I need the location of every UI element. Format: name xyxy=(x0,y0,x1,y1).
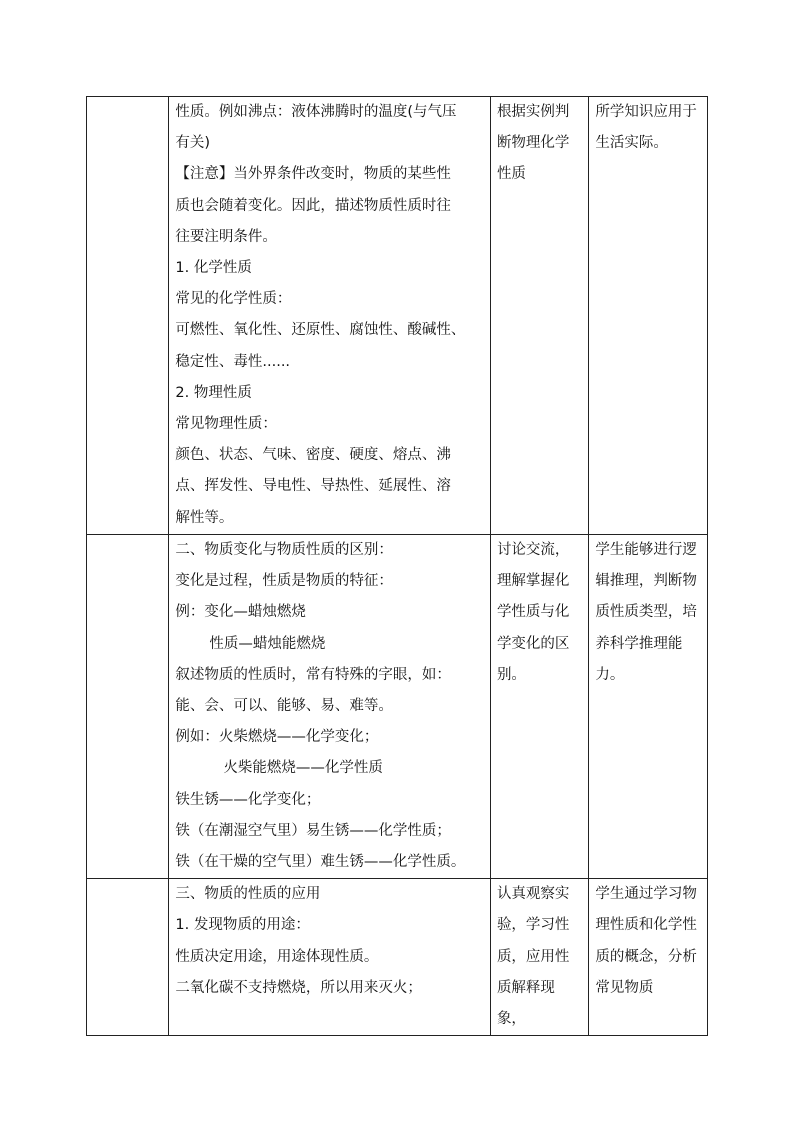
table-row xyxy=(87,97,708,535)
content-line: 能、会、可以、能够、易、难等。 xyxy=(175,698,393,715)
content-line: 性质—蜡烛能燃烧 xyxy=(209,635,326,652)
design-intent-text: 所学知识应用于生活实际。 xyxy=(595,104,697,152)
content-line: 叙述物质的性质时，常有特殊的字眼，如： xyxy=(175,666,451,683)
design-intent-cell xyxy=(589,535,708,879)
content-line: 解性等。 xyxy=(175,509,234,526)
content-line: 常见的化学性质： xyxy=(175,291,292,308)
content-line: 铁（在潮湿空气里）易生锈——化学性质； xyxy=(175,822,451,839)
content-line: 往要注明条件。 xyxy=(175,228,277,245)
section-cell xyxy=(87,535,169,879)
subheading-physical-property: 2. 物理性质 xyxy=(175,384,252,401)
content-line: 颜色、状态、气味、密度、硬度、熔点、沸 xyxy=(175,447,451,464)
table-row xyxy=(87,879,708,1036)
content-line: 1. 发现物质的用途： xyxy=(175,917,310,934)
content-line: 性质。例如沸点：液体沸腾时的温度(与气压 xyxy=(175,104,457,120)
design-intent-text: 学生通过学习物理性质和化学性质的概念，分析常见物质 xyxy=(595,886,697,996)
content-line: 火柴能燃烧——化学性质 xyxy=(223,760,383,777)
section-cell xyxy=(87,97,169,535)
content-line: 变化是过程，性质是物质的特征： xyxy=(175,573,393,590)
content-cell xyxy=(169,535,491,879)
student-activity-cell xyxy=(490,535,588,879)
student-activity-cell xyxy=(490,879,588,1036)
design-intent-text: 学生能够进行逻辑推理，判断物质性质类型，培养科学推理能力。 xyxy=(595,542,697,683)
content-line: 二氧化碳不支持燃烧，所以用来灭火； xyxy=(175,979,422,996)
note-line: 【注意】当外界条件改变时，物质的某些性 xyxy=(175,166,451,183)
student-activity-text: 根据实例判断物理化学性质 xyxy=(496,104,570,183)
subheading-chemical-property: 1. 化学性质 xyxy=(175,260,252,277)
content-line: 铁生锈——化学变化； xyxy=(175,791,321,808)
content-line: 例：变化—蜡烛燃烧 xyxy=(175,604,306,621)
content-line: 质也会随着变化。因此，描述物质性质时往 xyxy=(175,197,451,214)
design-intent-cell xyxy=(589,879,708,1036)
content-line: 点、挥发性、导电性、导热性、延展性、溶 xyxy=(175,478,451,495)
student-activity-text: 认真观察实验，学习性质，应用性质解释现象， xyxy=(496,886,570,1028)
lesson-plan-table xyxy=(86,96,708,1036)
content-line: 铁（在干燥的空气里）难生锈——化学性质。 xyxy=(175,854,466,871)
section-heading: 二、物质变化与物质性质的区别： xyxy=(175,542,393,558)
section-heading: 三、物质的性质的应用 xyxy=(175,886,321,903)
section-cell xyxy=(87,879,169,1036)
content-line: 有关) xyxy=(175,135,211,152)
content-line: 常见物理性质： xyxy=(175,416,277,433)
student-activity-cell xyxy=(490,97,588,535)
table-row xyxy=(87,535,708,879)
design-intent-cell xyxy=(589,97,708,535)
content-line: 例如：火柴燃烧——化学变化； xyxy=(175,729,379,746)
content-line: 性质决定用途，用途体现性质。 xyxy=(175,948,379,965)
content-cell xyxy=(169,97,491,535)
content-line: 可燃性、氧化性、还原性、腐蚀性、酸碱性、 xyxy=(175,322,466,339)
content-line: 稳定性、毒性...... xyxy=(175,353,291,370)
student-activity-text: 讨论交流，理解掌握化学性质与化学变化的区别。 xyxy=(496,542,570,683)
content-cell xyxy=(169,879,491,1036)
